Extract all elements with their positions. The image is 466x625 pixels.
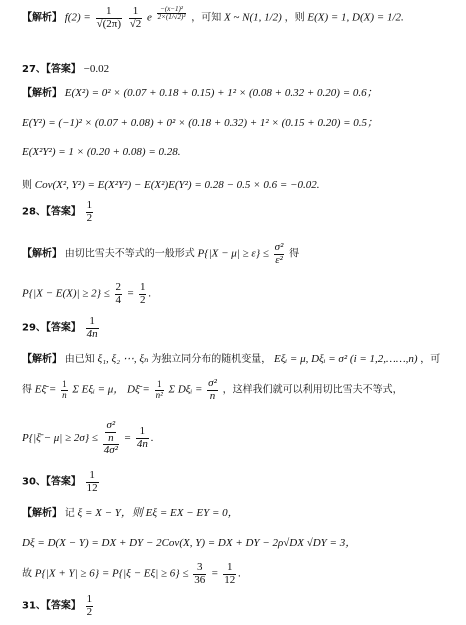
q31-answer — [22, 594, 95, 618]
analysis-tag: 【解析】 — [22, 12, 62, 24]
analysis-tag: 【解析】 — [22, 508, 62, 519]
answer-tag: 【答案】 — [45, 476, 81, 488]
answer-fraction: $\frac{1}{12}$ — [86, 469, 98, 494]
q28-line-1: 【解析】 由切比雪夫不等式的一般形式 P{|X − μ| ≥ ε} ≤ $\frac{\text{σ²}}{\text{ε²}}$ 得 — [22, 241, 300, 266]
q26-frac-1: $\frac{1}{√(2\pi)}$ — [96, 5, 121, 30]
q27-line-4: 则 Cov(X², Y²) = E(X²Y²) − E(X²)E(Y²) = 0.28 − 0.5 × 0.6 = −0.02. — [22, 179, 320, 191]
q30-line-1: 【解析】 记 ξ = X − Y，则 Eξ = EX − EY = 0， — [22, 507, 239, 519]
q26-exp-base: e — [147, 11, 152, 24]
q27-line-3: E(X²Y²) = 1 × (0.20 + 0.08) = 0.28. — [22, 146, 181, 158]
q26-analysis: 【解析】 f(2) = $\frac{1}{√(2\pi)}$ $\frac{1}{√2}$ e $\frac{\text{−(x−1)²}}{\text{2×(1/√2)²}}$ ，可知 X ~ N(1, 1/2) ，则 E(X) = 1, D(X) = 1/2. — [22, 5, 404, 30]
q29-line-1: 【解析】 由已知 ξ₁, ξ₂ ⋯, ξₙ 为独立同分布的随机变量， Eξᵢ = μ, Dξᵢ = σ² (i = 1,2,……,n) ，可 — [22, 353, 441, 365]
analysis-tag: 【解析】 — [22, 248, 62, 260]
answer-fraction: $\frac{1}{4n}$ — [86, 315, 98, 340]
question-number: 31、 — [22, 600, 46, 612]
q28-line-2: P{|X − E(X)| ≥ 2} ≤ $\frac{2}{4}$ = $\frac{1}{2}$ . — [22, 281, 152, 306]
q27-line-1: 【解析】 E(X²) = 0² × (0.07 + 0.18 + 0.15) + 1² × (0.08 + 0.32 + 0.20) = 0.6； — [22, 87, 378, 99]
q27-line-2: E(Y²) = (−1)² × (0.07 + 0.08) + 0² × (0.18 + 0.32) + 1² × (0.15 + 0.20) = 0.5； — [22, 117, 379, 129]
q30-line-3: 故 P{|X + Y| ≥ 6} = P{|ξ − Eξ| ≥ 6} ≤ $\frac{3}{36}$ = $\frac{1}{12}$ . — [22, 561, 241, 586]
answer-tag: 【答案】 — [45, 600, 81, 612]
q30-line-2: Dξ = D(X − Y) = DX + DY − 2Cov(X, Y) = DX + DY − 2ρ√DX √DY = 3， — [22, 537, 357, 549]
q29-answer — [22, 316, 101, 340]
analysis-tag: 【解析】 — [22, 88, 62, 99]
q28-answer — [22, 200, 95, 224]
answer-tag: 【答案】 — [45, 206, 81, 218]
question-number: 28、 — [22, 206, 46, 218]
answer-fraction: $\frac{1}{2}$ — [86, 593, 93, 618]
q26-frac-2: $\frac{1}{√2}$ — [129, 5, 142, 30]
q27-answer — [22, 60, 109, 75]
q26-result: E(X) = 1, D(X) = 1/2. — [307, 11, 404, 24]
answer-tag: 【答案】 — [45, 64, 81, 75]
q26-lhs: f(2) = — [64, 11, 91, 24]
q29-line-3: P{|ξ̄ − μ| ≥ 2σ} ≤ $\frac{\frac{\text{σ²}}{n}}{\text{4σ²}}$ = $\frac{1}{4n}$ . — [22, 419, 154, 457]
answer-tag: 【答案】 — [45, 322, 81, 334]
question-number: 27、 — [22, 64, 46, 75]
answer-value: −0.02 — [83, 63, 110, 75]
q29-line-2: 得 Eξ̄ = $\frac{1}{n}$ Σ Eξᵢ = μ， Dξ̄ = $\frac{1}{\text{n²}}$ Σ Dξᵢ = $\frac{\text{σ²}}{n}$ ，这样我们就可以利用切比雪夫不等式， — [22, 377, 403, 402]
question-number: 30、 — [22, 476, 46, 488]
question-number: 29、 — [22, 322, 46, 334]
q30-answer — [22, 470, 101, 494]
answer-fraction: $\frac{1}{2}$ — [86, 199, 93, 224]
analysis-tag: 【解析】 — [22, 354, 62, 365]
q26-distribution: X ~ N(1, 1/2) — [223, 11, 282, 24]
q26-exponent: $\frac{\text{−(x−1)²}}{\text{2×(1/√2)²}}$ — [157, 5, 186, 22]
